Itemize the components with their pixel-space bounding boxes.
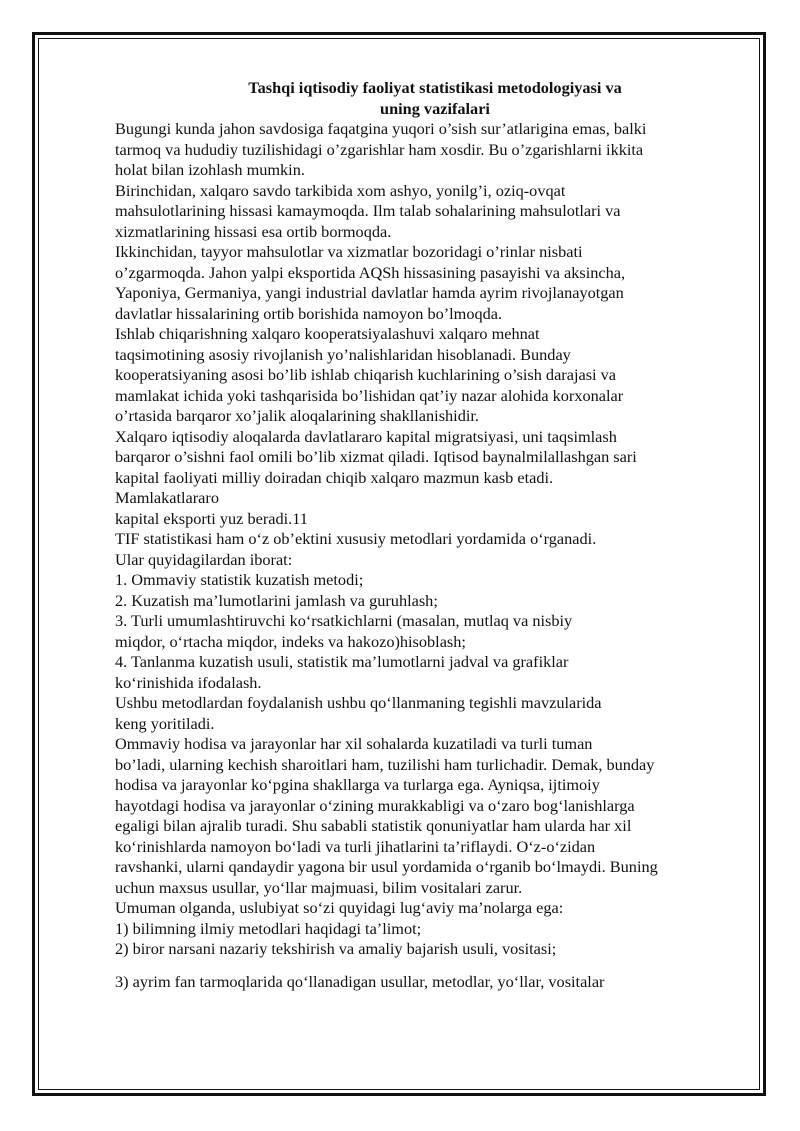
body-line: uchun maxsus usullar, yo‘llar majmuasi, bilim vositalari zarur. [115, 877, 523, 897]
body-line: 2. Kuzatish ma’lumotlarini jamlash va guruhlash; [115, 590, 438, 610]
body-line: Yaponiya, Germaniya, yangi industrial davlatlar hamda ayrim rivojlanayotgan [115, 283, 624, 302]
body-line: 2) biror narsani nazariy tekshirish va amaliy bajarish usuli, vositasi; [115, 939, 557, 958]
body-line: kapital faoliyati milliy doiradan chiqib xalqaro mazmun kasb etadi. [115, 467, 554, 487]
final-line: 3) ayrim fan tarmoqlarida qo‘llanadigan usullar, metodlar, yo‘llar, vositalar [115, 971, 605, 991]
body-line: bo’ladi, ularning kechish sharoitlari ham, tuzilishi ham turlichadir. Demak, bunday [115, 754, 655, 774]
body-line: hayotdagi hodisa va jarayonlar o‘zining murakkabligi va o‘zaro bog‘lanishlarga [115, 795, 635, 815]
paragraph-gap [115, 960, 755, 972]
body-line: holat bilan izohlash mumkin. [115, 160, 305, 179]
body-line: barqaror o’sishni faol omili bo’lib xizmat qiladi. Iqtisod baynalmilallashgan sari [115, 447, 637, 466]
body-line: taqsimotining asosiy rivojlanish yo’nalishlaridan hisoblanadi. Bunday [115, 344, 571, 364]
body-line: Bugungi kunda jahon savdosiga faqatgina yuqori o’sish sur’atlarigina emas, balki [115, 119, 647, 138]
body-line: 1. Ommaviy statistik kuzatish metodi; [115, 570, 364, 589]
body-line: ravshanki, ularni qandaydir yagona bir usul yordamida o‘rganib bo‘lmaydi. Buning [115, 857, 658, 876]
body-line: Ommaviy hodisa va jarayonlar har xil sohalarda kuzatiladi va turli tuman [115, 734, 593, 753]
body-line: Ular quyidagilardan iborat: [115, 549, 293, 569]
body-line: 3. Turli umumlashtiruvchi ko‘rsatkichlarni (masalan, mutlaq va nisbiy [115, 611, 573, 630]
body-line: Umuman olganda, uslubiyat so‘zi quyidagi lug‘aviy ma’nolarga ega: [115, 898, 564, 917]
body-line: o’zgarmoqda. Jahon yalpi eksportida AQSh hissasining pasayishi va aksincha, [115, 262, 626, 282]
body-line: Ishlab chiqarishning xalqaro kooperatsiyalashuvi xalqaro mehnat [115, 324, 540, 343]
body-text [115, 119, 755, 960]
body-line: miqdor, o‘rtacha miqdor, indeks va hakozo)hisoblash; [115, 631, 466, 651]
body-line: Birinchidan, xalqaro savdo tarkibida xom ashyo, yonilg’i, oziq-ovqat [115, 180, 566, 200]
body-line: kapital eksporti yuz beradi.11 [115, 508, 308, 528]
document-title [115, 78, 755, 119]
body-line: Ikkinchidan, tayyor mahsulotlar va xizmatlar bozoridagi o’rinlar nisbati [115, 242, 583, 261]
document-body [115, 78, 755, 992]
body-line: 4. Tanlanma kuzatish usuli, statistik ma’lumotlarni jadval va grafiklar [115, 652, 569, 671]
title-line-2: uning vazifalari [380, 98, 490, 118]
body-line: Xalqaro iqtisodiy aloqalarda davlatlararo kapital migratsiyasi, uni taqsimlash [115, 426, 617, 446]
body-line: hodisa va jarayonlar ko‘pgina shakllarga va turlarga ega. Ayniqsa, ijtimoiy [115, 775, 600, 794]
body-line: ko‘rinishlarda namoyon bo‘ladi va turli jihatlarini ta’riflaydi. O‘z-o‘zidan [115, 836, 596, 856]
body-line: 1) bilimning ilmiy metodlari haqidagi ta’limot; [115, 918, 422, 938]
body-line: davlatlar hissalarining ortib borishida namoyon bo’lmoqda. [115, 303, 503, 323]
body-line: egaligi bilan ajralib turadi. Shu sababli statistik qonuniyatlar ham ularda har xil [115, 816, 632, 835]
body-line: mahsulotlarining hissasi kamaymoqda. Ilm talab sohalarining mahsulotlari va [115, 201, 621, 220]
body-line: Mamlakatlararo [115, 488, 219, 507]
body-line: o’rtasida barqaror xo’jalik aloqalarining shakllanishidir. [115, 406, 479, 425]
body-line: ko‘rinishida ifodalash. [115, 672, 262, 692]
body-line: tarmoq va hududiy tuzilishidagi o’zgarishlar ham xosdir. Bu o’zgarishlarni ikkita [115, 139, 644, 159]
body-line: keng yoritiladi. [115, 713, 215, 733]
body-line: TIF statistikasi ham o‘z ob’ektini xususiy metodlari yordamida o‘rganadi. [115, 529, 597, 548]
body-line: Ushbu metodlardan foydalanish ushbu qo‘llanmaning tegishli mavzularida [115, 693, 602, 712]
title-line-1: Tashqi iqtisodiy faoliyat statistikasi metodologiyasi va [248, 78, 622, 97]
body-line: mamlakat ichida yoki tashqarisida bo’lishidan qat’iy nazar alohida korxonalar [115, 385, 624, 405]
body-line: kooperatsiyaning asosi bo’lib ishlab chiqarish kuchlarining o’sish darajasi va [115, 365, 616, 384]
body-line: xizmatlarining hissasi esa ortib bormoqda. [115, 221, 392, 241]
